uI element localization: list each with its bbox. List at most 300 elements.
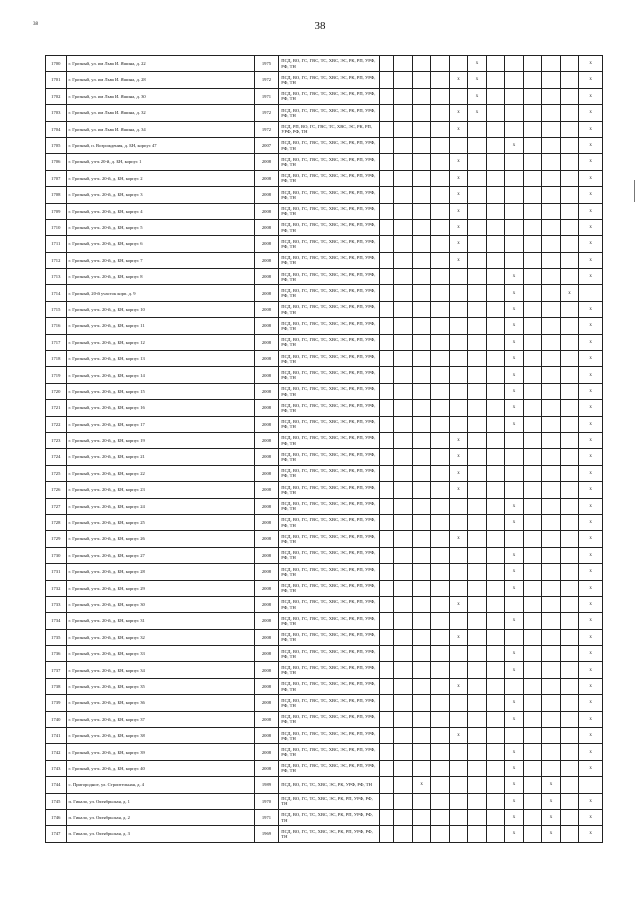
mark-cell: [560, 400, 578, 416]
mark-cell: [431, 367, 449, 383]
year-cell: 2008: [254, 154, 279, 170]
mark-cell: [505, 203, 523, 219]
mark-cell: x: [505, 547, 523, 563]
works-list-cell: ПСД, ВО, ГС, ГВС, ТС, ХВС, ЭС, РК, РП, УРФ, РФ, ТН: [279, 449, 380, 465]
mark-cell: [431, 646, 449, 662]
mark-cell: x: [579, 760, 603, 776]
mark-cell: [412, 744, 430, 760]
mark-cell: [394, 613, 412, 629]
mark-cell: [560, 252, 578, 268]
mark-cell: [431, 547, 449, 563]
mark-cell: [486, 777, 504, 793]
row-number-cell: 1720: [46, 383, 67, 399]
table-row: [46, 547, 603, 563]
mark-cell: [523, 219, 541, 235]
address-cell: г. Грозный, уч-к. 20-й, д. БН, корпус 21: [66, 449, 254, 465]
mark-cell: [486, 613, 504, 629]
year-cell: 2008: [254, 564, 279, 580]
mark-cell: [449, 744, 467, 760]
mark-cell: [486, 662, 504, 678]
mark-cell: [379, 564, 393, 580]
mark-cell: [449, 826, 467, 842]
mark-cell: [486, 318, 504, 334]
mark-cell: x: [579, 482, 603, 498]
mark-cell: [560, 88, 578, 104]
mark-cell: [449, 269, 467, 285]
address-cell: с. Пригородное, ул. Строительная, д. 4: [66, 777, 254, 793]
mark-cell: [431, 105, 449, 121]
mark-cell: x: [449, 154, 467, 170]
works-list-cell: ПСД, ВО, ГС, ГВС, ТС, ХВС, ЭС, РК, РП, УРФ, РФ, ТН: [279, 711, 380, 727]
row-number-cell: 1744: [46, 777, 67, 793]
mark-cell: [523, 695, 541, 711]
address-cell: г. Грозный, уч-к. 20-й, д. БН, корпус 6: [66, 236, 254, 252]
mark-cell: x: [579, 514, 603, 530]
row-number-cell: 1700: [46, 56, 67, 72]
mark-cell: [468, 580, 486, 596]
year-cell: 2008: [254, 711, 279, 727]
table-row: [46, 449, 603, 465]
mark-cell: [523, 416, 541, 432]
mark-cell: [468, 564, 486, 580]
year-cell: 2008: [254, 269, 279, 285]
mark-cell: [523, 646, 541, 662]
mark-cell: [560, 269, 578, 285]
year-cell: 1972: [254, 72, 279, 88]
mark-cell: [394, 711, 412, 727]
mark-cell: [379, 301, 393, 317]
mark-cell: [379, 531, 393, 547]
year-cell: 2008: [254, 285, 279, 301]
mark-cell: x: [449, 449, 467, 465]
mark-cell: [505, 482, 523, 498]
mark-cell: [468, 449, 486, 465]
mark-cell: [394, 826, 412, 842]
mark-cell: [523, 88, 541, 104]
address-cell: г. Грозный, уч-к. 20-й, д. БН, корпус 3: [66, 187, 254, 203]
mark-cell: [468, 285, 486, 301]
address-cell: г. Грозный, 20-й участок корп. д. 9: [66, 285, 254, 301]
mark-cell: [449, 580, 467, 596]
mark-cell: x: [579, 236, 603, 252]
address-cell: г. Грозный, уч-к. 20-й, д. БН, корпус 30: [66, 596, 254, 612]
mark-cell: [394, 728, 412, 744]
mark-cell: [379, 629, 393, 645]
mark-cell: [505, 728, 523, 744]
mark-cell: [486, 744, 504, 760]
mark-cell: x: [579, 301, 603, 317]
mark-cell: [486, 629, 504, 645]
table-row: [46, 88, 603, 104]
mark-cell: [431, 236, 449, 252]
mark-cell: x: [579, 269, 603, 285]
mark-cell: [431, 187, 449, 203]
mark-cell: [560, 154, 578, 170]
works-list-cell: ПСД, ВО, ГС, ГВС, ТС, ХВС, ЭС, РК, РП, УРФ, РФ, ТН: [279, 137, 380, 153]
address-cell: г. Грозный, уч-к. 20-й, д. БН, корпус 2: [66, 170, 254, 186]
table-row: [46, 105, 603, 121]
address-cell: г. Грозный, уч-к. 20-й, д. БН, корпус 38: [66, 728, 254, 744]
mark-cell: [394, 318, 412, 334]
mark-cell: [394, 580, 412, 596]
mark-cell: [486, 547, 504, 563]
address-cell: г. Грозный, уч-к. 20-й, д. БН, корпус 27: [66, 547, 254, 563]
mark-cell: [468, 711, 486, 727]
year-cell: 2008: [254, 334, 279, 350]
mark-cell: x: [579, 187, 603, 203]
mark-cell: [412, 351, 430, 367]
works-list-cell: ПСД, ВО, ГС, ГВС, ТС, ХВС, ЭС, РК, РП, УРФ, РФ, ТН: [279, 301, 380, 317]
mark-cell: [379, 285, 393, 301]
mark-cell: [486, 154, 504, 170]
mark-cell: [486, 695, 504, 711]
table-row: [46, 121, 603, 137]
mark-cell: [379, 88, 393, 104]
address-cell: г. Грозный, уч-к. 20-й, д. БН, корпус 26: [66, 531, 254, 547]
works-list-cell: ПСД, ВО, ГС, ГВС, ТС, ХВС, ЭС, РК, РП, УРФ, РФ, ТН: [279, 252, 380, 268]
row-number-cell: 1711: [46, 236, 67, 252]
mark-cell: [379, 760, 393, 776]
works-list-cell: ПСД, ВО, ГС, ГВС, ТС, ХВС, ЭС, РК, РП, УРФ, РФ, ТН: [279, 596, 380, 612]
address-cell: г. Грозный, уч-к 20-й, д. БН, корпус 1: [66, 154, 254, 170]
mark-cell: x: [579, 547, 603, 563]
mark-cell: [412, 137, 430, 153]
year-cell: 1972: [254, 105, 279, 121]
row-number-cell: 1738: [46, 678, 67, 694]
mark-cell: [449, 777, 467, 793]
works-list-cell: ПСД, ВО, ГС, ТС, ХВС, ЭС, РК, РП, УРФ, РФ, ТН: [279, 793, 380, 809]
mark-cell: [523, 728, 541, 744]
row-number-cell: 1743: [46, 760, 67, 776]
mark-cell: [486, 351, 504, 367]
mark-cell: [412, 449, 430, 465]
mark-cell: [449, 416, 467, 432]
row-number-cell: 1710: [46, 219, 67, 235]
mark-cell: [412, 301, 430, 317]
row-number-cell: 1726: [46, 482, 67, 498]
mark-cell: [379, 105, 393, 121]
mark-cell: [486, 416, 504, 432]
mark-cell: [505, 105, 523, 121]
mark-cell: x: [579, 695, 603, 711]
row-number-cell: 1715: [46, 301, 67, 317]
mark-cell: x: [579, 170, 603, 186]
mark-cell: [431, 400, 449, 416]
mark-cell: x: [449, 596, 467, 612]
address-cell: г. Грозный, уч-к. 20-й, д. БН, корпус 31: [66, 613, 254, 629]
mark-cell: [449, 514, 467, 530]
mark-cell: [394, 678, 412, 694]
table-row: [46, 580, 603, 596]
mark-cell: x: [412, 777, 430, 793]
mark-cell: [505, 187, 523, 203]
table-row: [46, 219, 603, 235]
mark-cell: x: [579, 662, 603, 678]
mark-cell: [449, 301, 467, 317]
table-row: [46, 351, 603, 367]
mark-cell: [542, 383, 560, 399]
row-number-cell: 1701: [46, 72, 67, 88]
mark-cell: x: [579, 105, 603, 121]
works-list-cell: ПСД, ВО, ГС, ГВС, ТС, ХВС, ЭС, РК, РП, УРФ, РФ, ТН: [279, 187, 380, 203]
mark-cell: [449, 809, 467, 825]
mark-cell: [412, 318, 430, 334]
mark-cell: [523, 465, 541, 481]
row-number-cell: 1741: [46, 728, 67, 744]
mark-cell: [431, 662, 449, 678]
mark-cell: [523, 351, 541, 367]
mark-cell: [431, 744, 449, 760]
mark-cell: [394, 662, 412, 678]
year-cell: 2008: [254, 498, 279, 514]
mark-cell: [468, 154, 486, 170]
mark-cell: [379, 203, 393, 219]
mark-cell: [523, 187, 541, 203]
mark-cell: x: [579, 465, 603, 481]
table-row: [46, 498, 603, 514]
mark-cell: [468, 646, 486, 662]
row-number-cell: 1734: [46, 613, 67, 629]
mark-cell: x: [542, 777, 560, 793]
year-cell: 2008: [254, 596, 279, 612]
mark-cell: [560, 531, 578, 547]
mark-cell: x: [579, 793, 603, 809]
mark-cell: [412, 170, 430, 186]
mark-cell: [523, 449, 541, 465]
mark-cell: [449, 711, 467, 727]
mark-cell: [523, 531, 541, 547]
mark-cell: [560, 301, 578, 317]
mark-cell: [412, 269, 430, 285]
mark-cell: [468, 809, 486, 825]
works-list-cell: ПСД, ВО, ГС, ГВС, ТС, ХВС, ЭС, РК, РП, УРФ, РФ, ТН: [279, 56, 380, 72]
mark-cell: [431, 695, 449, 711]
mark-cell: [379, 662, 393, 678]
works-list-cell: ПСД, ВО, ГС, ГВС, ТС, ХВС, ЭС, РК, РП, УРФ, РФ, ТН: [279, 482, 380, 498]
mark-cell: [468, 301, 486, 317]
mark-cell: [379, 334, 393, 350]
mark-cell: [412, 219, 430, 235]
mark-cell: [486, 285, 504, 301]
row-number-cell: 1745: [46, 793, 67, 809]
address-cell: г. Грозный, уч-к. 20-й, д. БН, корпус 32: [66, 629, 254, 645]
mark-cell: [431, 252, 449, 268]
mark-cell: [412, 154, 430, 170]
mark-cell: x: [505, 646, 523, 662]
year-cell: 1971: [254, 809, 279, 825]
table-row: [46, 662, 603, 678]
mark-cell: x: [579, 432, 603, 448]
mark-cell: [412, 809, 430, 825]
mark-cell: [542, 564, 560, 580]
mark-cell: [412, 56, 430, 72]
mark-cell: x: [449, 219, 467, 235]
mark-cell: [505, 678, 523, 694]
mark-cell: [379, 137, 393, 153]
mark-cell: [486, 793, 504, 809]
mark-cell: [468, 760, 486, 776]
address-cell: г. Грозный, уч-к. 20-й, д. БН, корпус 11: [66, 318, 254, 334]
mark-cell: [468, 728, 486, 744]
mark-cell: [542, 547, 560, 563]
mark-cell: [412, 203, 430, 219]
row-number-cell: 1729: [46, 531, 67, 547]
mark-cell: x: [505, 498, 523, 514]
year-cell: 1989: [254, 777, 279, 793]
mark-cell: x: [579, 137, 603, 153]
mark-cell: [505, 236, 523, 252]
address-cell: г. Грозный, ул. им Льва И. Яшина, д. 34: [66, 121, 254, 137]
mark-cell: x: [449, 170, 467, 186]
year-cell: 1969: [254, 826, 279, 842]
mark-cell: [394, 531, 412, 547]
mark-cell: [560, 383, 578, 399]
mark-cell: [523, 121, 541, 137]
mark-cell: [542, 498, 560, 514]
year-cell: 2008: [254, 695, 279, 711]
mark-cell: [394, 383, 412, 399]
mark-cell: [523, 318, 541, 334]
mark-cell: [468, 514, 486, 530]
mark-cell: [431, 203, 449, 219]
mark-cell: [412, 711, 430, 727]
mark-cell: [486, 219, 504, 235]
mark-cell: [486, 580, 504, 596]
mark-cell: [412, 826, 430, 842]
mark-cell: x: [468, 88, 486, 104]
mark-cell: x: [579, 678, 603, 694]
mark-cell: [379, 777, 393, 793]
address-cell: п. Гикало, ул. Октябрьская, д. 1: [66, 793, 254, 809]
table-row: [46, 334, 603, 350]
mark-cell: x: [542, 826, 560, 842]
mark-cell: [468, 351, 486, 367]
mark-cell: x: [449, 629, 467, 645]
mark-cell: [486, 432, 504, 448]
year-cell: 2008: [254, 318, 279, 334]
mark-cell: [523, 301, 541, 317]
mark-cell: x: [579, 498, 603, 514]
mark-cell: x: [449, 105, 467, 121]
works-list-cell: ПСД, ВО, ГС, ГВС, ТС, ХВС, ЭС, РК, РП, УРФ, РФ, ТН: [279, 269, 380, 285]
mark-cell: [379, 809, 393, 825]
mark-cell: [505, 449, 523, 465]
works-list-cell: ПСД, ВО, ГС, ГВС, ТС, ХВС, ЭС, РК, РП, УРФ, РФ, ТН: [279, 170, 380, 186]
mark-cell: [468, 465, 486, 481]
works-list-cell: ПСД, ВО, ГС, ГВС, ТС, ХВС, ЭС, РК, РП, УРФ, РФ, ТН: [279, 678, 380, 694]
mark-cell: [505, 596, 523, 612]
mark-cell: [523, 367, 541, 383]
housing-register-table: [45, 55, 603, 843]
year-cell: 2008: [254, 351, 279, 367]
mark-cell: [412, 760, 430, 776]
mark-cell: [486, 514, 504, 530]
mark-cell: [560, 236, 578, 252]
row-number-cell: 1724: [46, 449, 67, 465]
mark-cell: [486, 449, 504, 465]
mark-cell: [431, 613, 449, 629]
table-row: [46, 383, 603, 399]
mark-cell: [560, 121, 578, 137]
table-row: [46, 170, 603, 186]
address-cell: г. Грозный, уч-к. 20-й, д. БН, корпус 7: [66, 252, 254, 268]
mark-cell: [486, 187, 504, 203]
mark-cell: [412, 285, 430, 301]
works-list-cell: ПСД, ВО, ГС, ГВС, ТС, ХВС, ЭС, РК, РП, УРФ, РФ, ТН: [279, 285, 380, 301]
works-list-cell: ПСД, ВО, ГС, ГВС, ТС, ХВС, ЭС, РК, РП, УРФ, РФ, ТН: [279, 334, 380, 350]
works-list-cell: ПСД, ВО, ГС, ТС, ХВС, ЭС, РК, УРФ, РФ, ТН: [279, 777, 380, 793]
mark-cell: [542, 203, 560, 219]
address-cell: г. Грозный, уч-к. 20-й, д. БН, корпус 34: [66, 662, 254, 678]
mark-cell: [412, 498, 430, 514]
mark-cell: [449, 564, 467, 580]
mark-cell: [412, 383, 430, 399]
mark-cell: [379, 826, 393, 842]
table-row: [46, 187, 603, 203]
mark-cell: [394, 137, 412, 153]
year-cell: 2008: [254, 482, 279, 498]
year-cell: 2008: [254, 744, 279, 760]
mark-cell: [394, 482, 412, 498]
mark-cell: [431, 760, 449, 776]
mark-cell: [412, 72, 430, 88]
mark-cell: x: [505, 285, 523, 301]
table-row: [46, 432, 603, 448]
mark-cell: [431, 416, 449, 432]
mark-cell: [579, 285, 603, 301]
mark-cell: [394, 695, 412, 711]
mark-cell: [379, 646, 393, 662]
mark-cell: [542, 219, 560, 235]
mark-cell: [468, 432, 486, 448]
mark-cell: [542, 367, 560, 383]
mark-cell: [542, 695, 560, 711]
works-list-cell: ПСД, ВО, ГС, ГВС, ТС, ХВС, ЭС, РК, РП, УРФ, РФ, ТН: [279, 498, 380, 514]
address-cell: п. Гикало, ул. Октябрьская, д. 2: [66, 809, 254, 825]
mark-cell: [394, 236, 412, 252]
mark-cell: [542, 170, 560, 186]
mark-cell: x: [449, 121, 467, 137]
row-number-cell: 1739: [46, 695, 67, 711]
scan-edge-mark: [634, 180, 635, 202]
mark-cell: [379, 547, 393, 563]
mark-cell: [486, 646, 504, 662]
mark-cell: [542, 596, 560, 612]
mark-cell: [431, 465, 449, 481]
mark-cell: [486, 596, 504, 612]
mark-cell: x: [579, 203, 603, 219]
mark-cell: [394, 72, 412, 88]
row-number-cell: 1746: [46, 809, 67, 825]
mark-cell: [542, 662, 560, 678]
table-row: [46, 400, 603, 416]
mark-cell: [523, 334, 541, 350]
mark-cell: [394, 367, 412, 383]
table-row: [46, 236, 603, 252]
mark-cell: x: [579, 367, 603, 383]
mark-cell: x: [579, 580, 603, 596]
row-number-cell: 1747: [46, 826, 67, 842]
mark-cell: [394, 809, 412, 825]
mark-cell: x: [579, 154, 603, 170]
mark-cell: x: [505, 826, 523, 842]
mark-cell: [394, 285, 412, 301]
mark-cell: [560, 793, 578, 809]
mark-cell: [379, 498, 393, 514]
mark-cell: [560, 187, 578, 203]
mark-cell: [523, 154, 541, 170]
mark-cell: [486, 105, 504, 121]
